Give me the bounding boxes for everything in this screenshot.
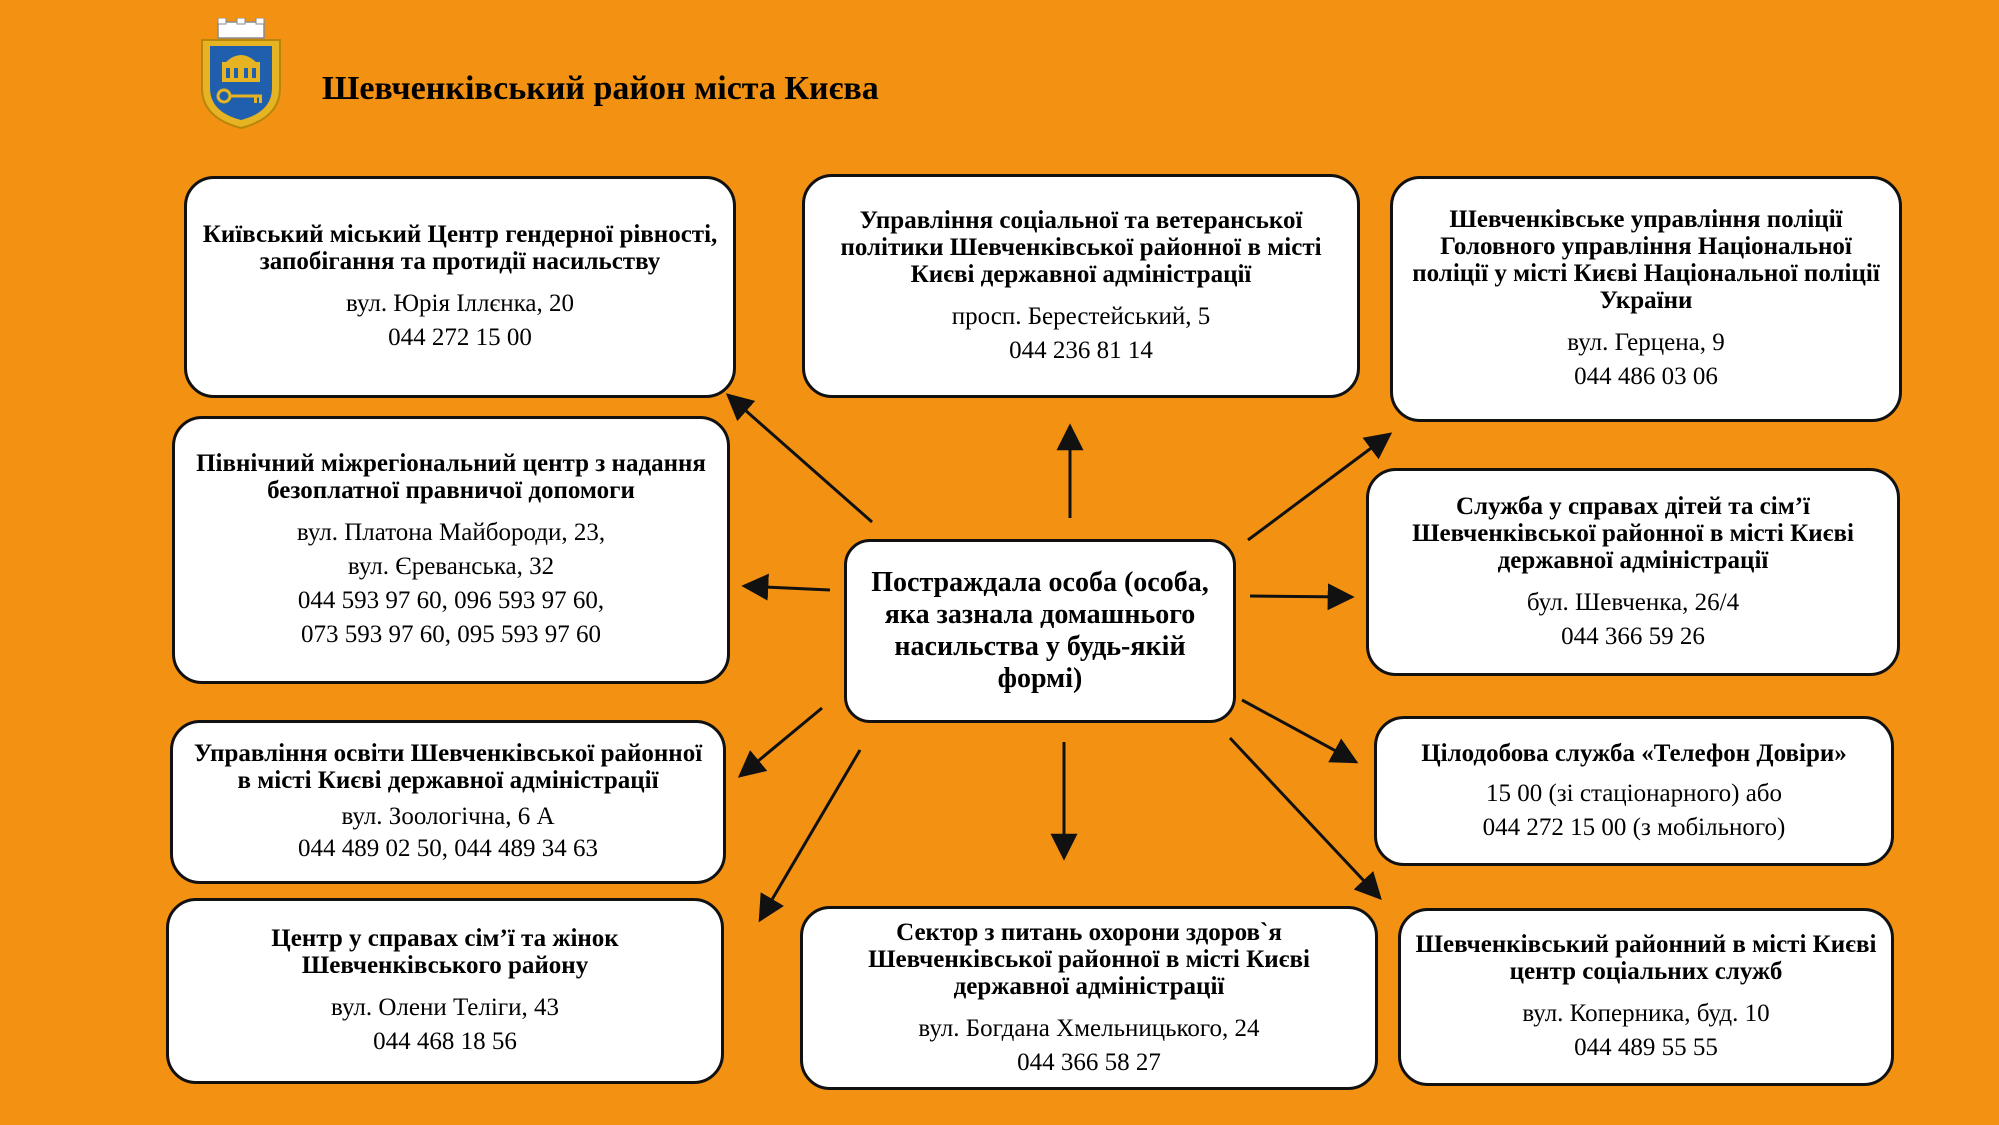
gender-center-name: Київський міський Центр гендерної рівності, запобігання та протидії насильству (202, 221, 718, 275)
victim-center-node (844, 539, 1236, 723)
health-sector-box (800, 906, 1378, 1090)
police-phone: 044 486 03 06 (1574, 363, 1718, 390)
family-women-center-box (166, 898, 724, 1084)
hotline-name: Цілодобова служба «Телефон Довіри» (1421, 739, 1847, 767)
health-sector-address: вул. Богдана Хмельницького, 24 (918, 1014, 1260, 1042)
legal-aid-name: Північний міжрегіональний центр з надання безоплатної правничої допомоги (196, 450, 706, 504)
arrow-to-family-women-center (760, 750, 860, 920)
gender-center-box (184, 176, 736, 398)
family-women-center-name: Центр у справах сім’ї та жінок Шевченківського району (271, 925, 619, 979)
legal-aid-address-2: вул. Єреванська, 32 (347, 553, 555, 580)
children-service-box (1366, 468, 1900, 676)
education-name: Управління освіти Шевченківської районної в місті Києві державної адміністрації (193, 740, 703, 794)
hotline-mobile: 044 272 15 00 (з мобільного) (1482, 813, 1786, 841)
family-women-center-address: вул. Олени Теліги, 43 (331, 994, 559, 1021)
social-policy-box (802, 174, 1360, 398)
page-title: Шевченківський район міста Києва (322, 70, 879, 107)
family-women-center-phone: 044 468 18 56 (373, 1028, 517, 1055)
victim-label: Постраждала особа (особа, яка зазнала домашнього насильства у будь-якій формі) (871, 567, 1209, 694)
children-service-address: бул. Шевченка, 26/4 (1526, 588, 1740, 616)
social-services-phone: 044 489 55 55 (1574, 1034, 1718, 1061)
arrow-to-children-service (1250, 596, 1352, 597)
arrow-to-hotline (1242, 700, 1356, 762)
social-policy-phone: 044 236 81 14 (1009, 336, 1153, 364)
gender-center-address: вул. Юрія Іллєнка, 20 (346, 290, 574, 317)
hotline-box (1374, 716, 1894, 866)
legal-aid-phones-1: 044 593 97 60, 096 593 97 60, (297, 587, 605, 614)
education-address: вул. Зоологічна, 6 А (341, 803, 555, 830)
arrow-to-social-services (1230, 738, 1380, 898)
police-address: вул. Герцена, 9 (1567, 329, 1725, 356)
social-services-box (1398, 908, 1894, 1086)
police-box (1390, 176, 1902, 422)
hotline-landline: 15 00 (зі стаціонарного) або (1485, 779, 1783, 807)
arrow-to-gender-center (728, 395, 872, 522)
health-sector-name: Сектор з питань охорони здоров`я Шевченківської районної в місті Києві державної адміністрації (868, 918, 1310, 1000)
legal-aid-address-1: вул. Платона Майбороди, 23, (296, 519, 606, 546)
social-policy-name: Управління соціальної та ветеранської політики Шевченківської районної в місті Києві державної адміністрації (840, 206, 1322, 288)
education-phones: 044 489 02 50, 044 489 34 63 (298, 835, 598, 862)
social-services-address: вул. Коперника, буд. 10 (1522, 1000, 1770, 1027)
legal-aid-phones-2: 073 593 97 60, 095 593 97 60 (301, 621, 601, 648)
social-policy-address: просп. Берестейський, 5 (951, 302, 1211, 330)
police-name: Шевченківське управління поліції Головного управління Національної поліції у місті Києві Національної поліції України (1412, 206, 1880, 314)
education-box (170, 720, 726, 884)
children-service-phone: 044 366 59 26 (1561, 622, 1705, 650)
arrow-to-education (740, 708, 822, 776)
social-services-name: Шевченківський районний в місті Києві центр соціальних служб (1415, 931, 1877, 985)
gender-center-phone: 044 272 15 00 (388, 324, 532, 351)
legal-aid-box (172, 416, 730, 684)
health-sector-phone: 044 366 58 27 (1017, 1048, 1161, 1076)
arrow-to-legal-aid (744, 586, 830, 590)
children-service-name: Служба у справах дітей та сім’ї Шевченківської районної в місті Києві державної адміністрації (1412, 492, 1854, 574)
